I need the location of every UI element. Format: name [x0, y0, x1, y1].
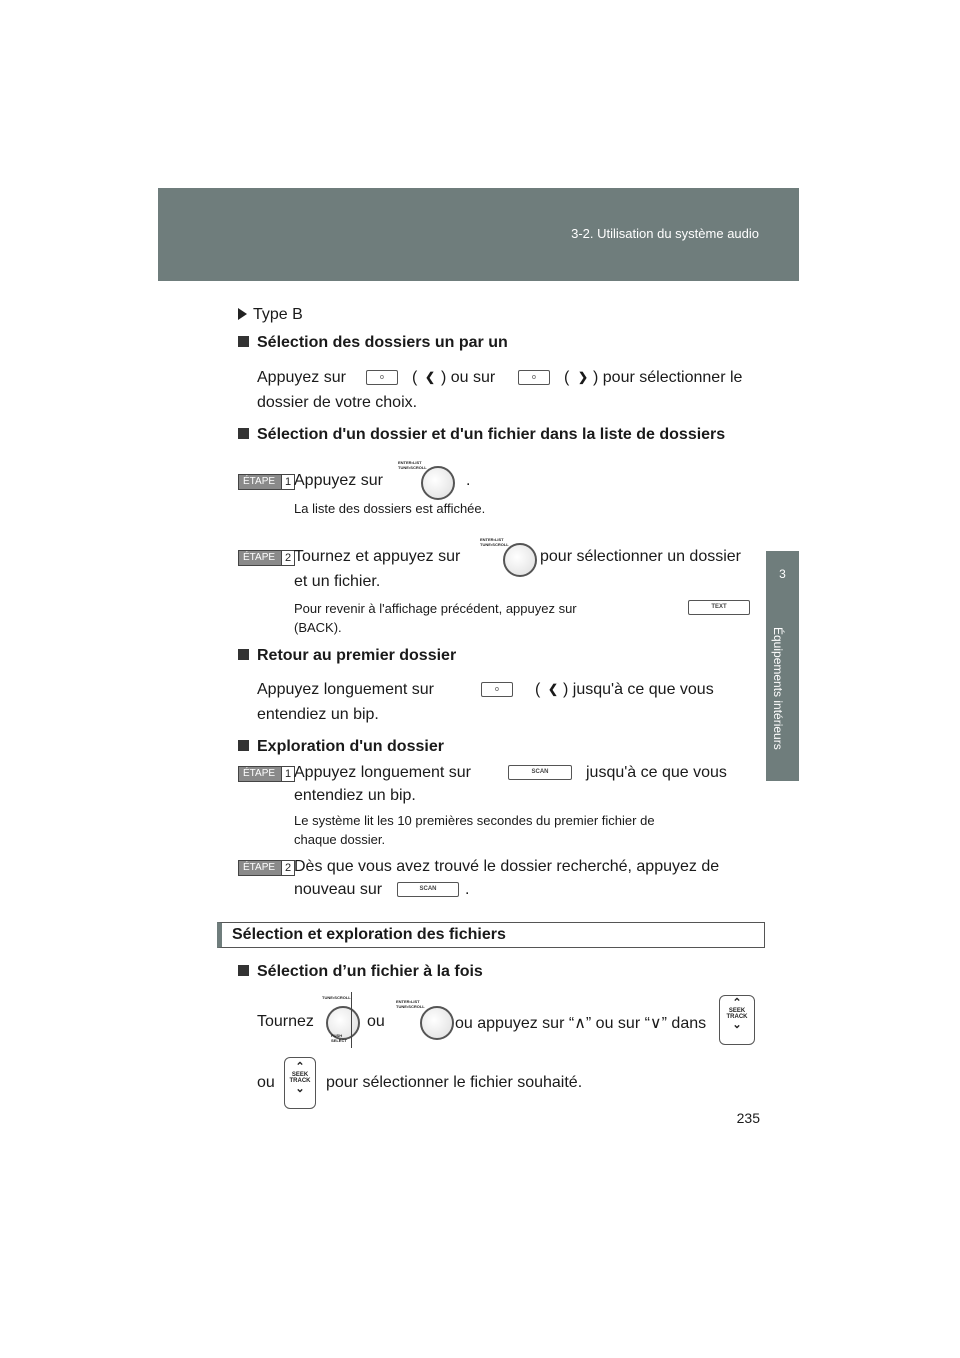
folder-down-button-icon — [366, 370, 398, 385]
seek-label: SEEK — [291, 1072, 309, 1078]
instruction-text: ou — [367, 1013, 385, 1030]
tune-knob-icon — [503, 543, 537, 577]
section-heading-folder-one-by-one — [238, 334, 508, 352]
section-heading-first-folder — [238, 647, 456, 665]
knob-label-tune: TUNE•SCROLL — [398, 465, 427, 470]
seek-track-button-icon — [719, 995, 755, 1045]
note-text: Le système lit les 10 premières secondes du premier fichier de — [294, 813, 655, 828]
step-label: ÉTAPE — [243, 476, 276, 487]
chevron-left-icon: ❮ — [425, 370, 436, 384]
step-badge-1 — [238, 766, 295, 782]
note-text: La liste des dossiers est affichée. — [294, 501, 486, 516]
down-symbol: ∨ — [649, 1015, 662, 1032]
knob-label — [398, 460, 427, 470]
instruction-text: entendiez un bip. — [257, 706, 379, 723]
steering-seek-track-button-icon — [284, 1057, 316, 1109]
step-badge-2 — [238, 860, 295, 876]
instruction-text: Appuyez sur — [294, 472, 383, 489]
text-button-icon: TEXT — [688, 600, 750, 615]
section-heading-scan-folder — [238, 738, 444, 756]
tune-knob-icon — [421, 466, 455, 500]
heading-text: Retour au premier dossier — [257, 647, 457, 664]
chevron-right-icon: ❯ — [578, 370, 589, 384]
instruction-text: Tournez et appuyez sur — [294, 548, 461, 565]
step-number: 1 — [281, 767, 294, 781]
knob-label-push: PUSH — [331, 1033, 343, 1038]
instruction-text: . — [466, 472, 471, 489]
instruction-text: Appuyez longuement sur — [257, 681, 434, 698]
header-band — [158, 188, 799, 281]
folder-up-button-icon — [518, 370, 550, 385]
instruction-text: entendiez un bip. — [294, 787, 416, 804]
instruction-text-part: ” dans — [661, 1015, 707, 1032]
instruction-text: ) pour sélectionner le — [593, 369, 743, 386]
heading-text: Sélection d'un dossier et d'un fichier dans la liste de dossiers — [257, 426, 726, 443]
instruction-text: pour sélectionner un dossier — [540, 548, 742, 565]
section-heading-folder-list — [238, 426, 725, 444]
square-bullet-icon — [238, 336, 249, 347]
arrow-down-icon: ⌄ — [295, 1083, 305, 1095]
instruction-text: Dès que vous avez trouvé le dossier recherché, appuyez de — [294, 858, 720, 875]
knob-label — [331, 1033, 347, 1043]
paren-open: ( — [564, 369, 570, 386]
knob-divider — [351, 992, 352, 1048]
knob-label — [480, 537, 509, 547]
instruction-text: Appuyez longuement sur — [294, 764, 471, 781]
folder-down-button-icon — [481, 682, 513, 697]
note-text: chaque dossier. — [294, 832, 386, 847]
instruction-text: Appuyez sur — [257, 369, 346, 386]
knob-label — [322, 995, 351, 1000]
square-bullet-icon — [238, 740, 249, 751]
scan-button-icon: SCAN — [397, 882, 459, 897]
triangle-bullet-icon — [238, 308, 247, 320]
knob-label-enter: ENTER•LIST — [398, 460, 422, 465]
paren-open: ( — [412, 369, 418, 386]
step-label: ÉTAPE — [243, 862, 276, 873]
chapter-label: Équipements intérieurs — [771, 627, 785, 750]
seek-label: SEEK — [728, 1008, 746, 1014]
knob-label-tune: TUNE•SCROLL — [396, 1004, 425, 1009]
type-b-text: Type B — [253, 306, 303, 323]
step-badge-2 — [238, 550, 295, 566]
step-number: 1 — [281, 475, 294, 489]
arrow-down-icon: ⌄ — [732, 1019, 742, 1031]
step-label: ÉTAPE — [243, 552, 276, 563]
instruction-text: ) jusqu'à ce que vous — [563, 681, 714, 698]
note-text: (BACK). — [294, 620, 342, 635]
instruction-text: dossier de votre choix. — [257, 394, 418, 411]
instruction-text-part: ou appuyez sur “ — [455, 1015, 575, 1032]
track-label: TRACK — [726, 1014, 748, 1020]
square-bullet-icon — [238, 649, 249, 660]
arrow-up-icon: ⌃ — [295, 1061, 305, 1073]
knob-label-enter: ENTER•LIST — [396, 999, 420, 1004]
knob-label-select: SELECT — [331, 1038, 347, 1043]
note-text: Pour revenir à l'affichage précédent, appuyez sur — [294, 601, 577, 616]
instruction-text: . — [465, 881, 470, 898]
step-label: ÉTAPE — [243, 768, 276, 779]
knob-label-tune-scroll: TUNE•SCROLL — [322, 995, 351, 1000]
chapter-tab — [766, 551, 799, 781]
heading-text: Sélection d’un fichier à la fois — [257, 963, 483, 980]
knob-label-enter: ENTER•LIST — [480, 537, 504, 542]
knob-label — [396, 999, 425, 1009]
square-bullet-icon — [238, 428, 249, 439]
heading-text: Sélection des dossiers un par un — [257, 334, 508, 351]
step-number: 2 — [281, 551, 294, 565]
paren-open: ( — [535, 681, 541, 698]
section-title: Sélection et exploration des fichiers — [232, 926, 506, 943]
chevron-left-icon: ❮ — [548, 682, 559, 696]
instruction-text: pour sélectionner le fichier souhaité. — [326, 1074, 583, 1091]
instruction-text: ou — [257, 1074, 275, 1091]
heading-text: Exploration d'un dossier — [257, 738, 444, 755]
type-b-label — [238, 306, 303, 324]
instruction-text — [455, 1013, 706, 1033]
page-header-title: 3-2. Utilisation du système audio — [571, 226, 759, 241]
instruction-text: ) ou sur — [441, 369, 496, 386]
track-label: TRACK — [289, 1078, 311, 1084]
up-symbol: ∧ — [574, 1015, 586, 1032]
tune-knob-icon — [420, 1006, 454, 1040]
section-title-bar — [217, 922, 765, 948]
arrow-up-icon: ⌃ — [732, 997, 742, 1009]
chapter-number: 3 — [779, 567, 786, 581]
step-number: 2 — [281, 861, 294, 875]
instruction-text: jusqu'à ce que vous — [586, 764, 727, 781]
square-bullet-icon — [238, 965, 249, 976]
instruction-text: Tournez — [257, 1013, 314, 1030]
instruction-text: nouveau sur — [294, 881, 383, 898]
section-heading-file-one-at-a-time — [238, 963, 483, 981]
page-number: 235 — [736, 1110, 760, 1126]
knob-label-tune: TUNE•SCROLL — [480, 542, 509, 547]
scan-button-icon: SCAN — [508, 765, 572, 780]
instruction-text-part: ” ou sur “ — [585, 1015, 650, 1032]
instruction-text: et un fichier. — [294, 573, 381, 590]
step-badge-1 — [238, 474, 295, 490]
